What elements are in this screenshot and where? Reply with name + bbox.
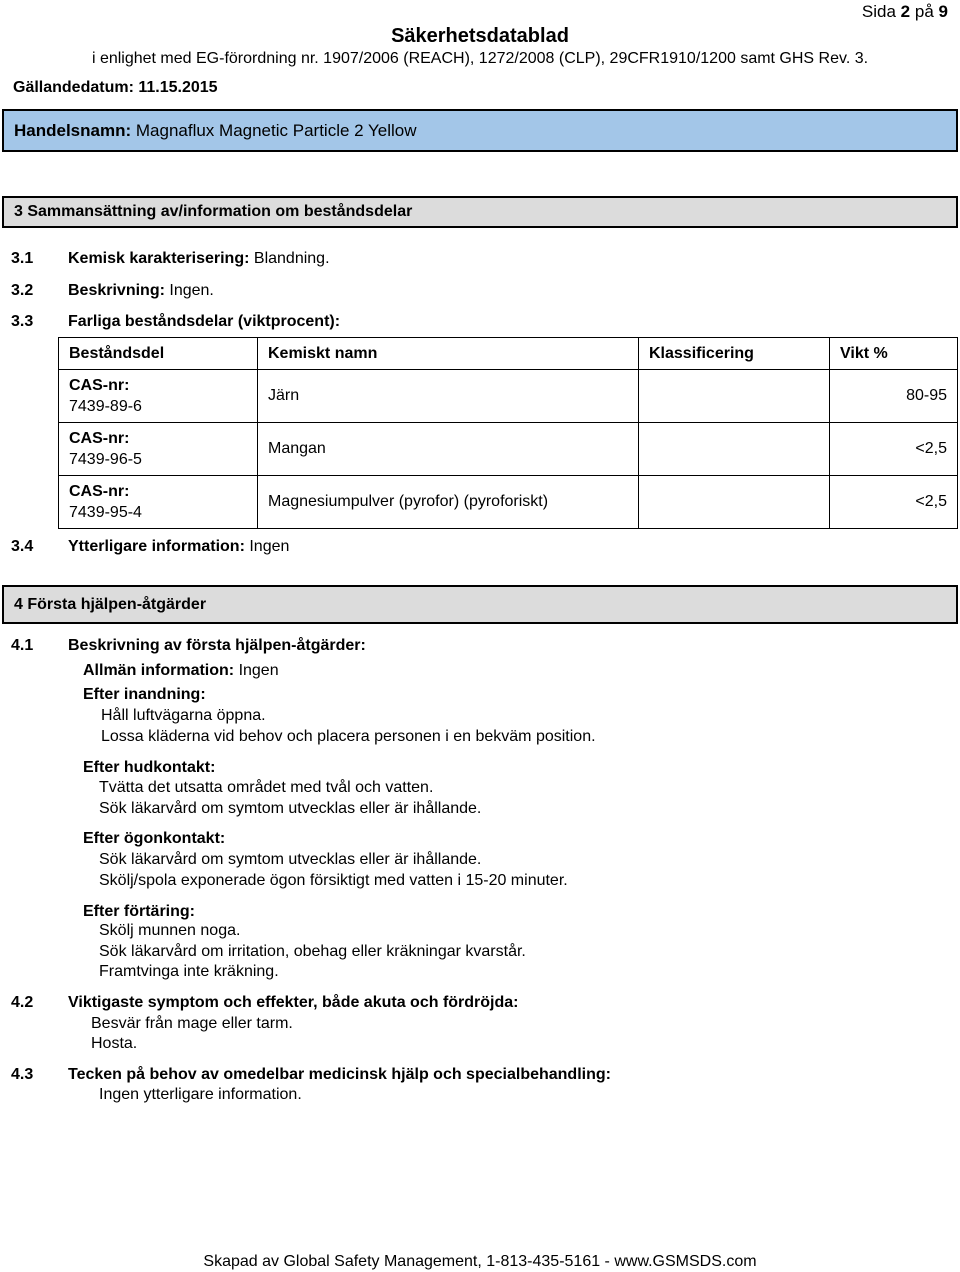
chemical-name-cell: Magnesiumpulver (pyrofor) (pyroforiskt) <box>258 476 639 529</box>
regulation-line: i enlighet med EG-förordning nr. 1907/2006 (REACH), 1272/2008 (CLP), 29CFR1910/1200 samt GHS Rev. 3. <box>91 50 869 67</box>
table-row <box>59 476 958 529</box>
col-header-component: Beståndsdel <box>59 338 258 370</box>
subsection-3-2: 3.2 Beskrivning: Ingen. <box>11 282 214 299</box>
treatment-line: Ingen ytterligare information. <box>99 1086 302 1103</box>
skin-contact-line: Sök läkarvård om symtom utvecklas eller är ihållande. <box>99 800 482 817</box>
trade-name-label: Handelsnamn: <box>14 120 132 140</box>
inhalation-label: Efter inandning: <box>83 686 206 703</box>
inhalation-line: Lossa kläderna vid behov och placera personen i en bekväm position. <box>101 728 596 745</box>
general-info: Allmän information: Ingen <box>83 662 279 679</box>
weight-cell: <2,5 <box>830 423 958 476</box>
subsection-4-3: 4.3 Tecken på behov av omedelbar medicinsk hjälp och specialbehandling: <box>11 1066 611 1083</box>
weight-cell: 80-95 <box>830 370 958 423</box>
ingestion-line: Sök läkarvård om irritation, obehag eller kräkningar kvarstår. <box>99 943 526 960</box>
symptom-line: Hosta. <box>91 1035 138 1052</box>
skin-contact-line: Tvätta det utsatta området med tvål och vatten. <box>99 779 434 796</box>
table-row <box>59 423 958 476</box>
cas-cell: CAS-nr: 7439-89-6 <box>59 370 258 423</box>
classification-cell <box>639 370 830 423</box>
subsection-4-2: 4.2 Viktigaste symptom och effekter, både akuta och fördröjda: <box>11 994 519 1011</box>
skin-contact-label: Efter hudkontakt: <box>83 759 216 776</box>
inhalation-line: Håll luftvägarna öppna. <box>101 707 266 724</box>
section-4-header: 4 Första hjälpen-åtgärder <box>2 585 958 624</box>
document-title: Säkerhetsdatablad <box>391 25 569 47</box>
classification-cell <box>639 423 830 476</box>
col-header-chemical-name: Kemiskt namn <box>258 338 639 370</box>
subsection-3-1: 3.1 Kemisk karakterisering: Blandning. <box>11 250 330 267</box>
ingestion-line: Skölj munnen noga. <box>99 922 241 939</box>
classification-cell <box>639 476 830 529</box>
chemical-name-cell: Mangan <box>258 423 639 476</box>
trade-name-value: Magnaflux Magnetic Particle 2 Yellow <box>135 120 417 140</box>
eye-contact-label: Efter ögonkontakt: <box>83 830 226 847</box>
subsection-4-1: 4.1 Beskrivning av första hjälpen-åtgärder: <box>11 637 366 654</box>
table-row <box>59 370 958 423</box>
subsection-3-3: 3.3 Farliga beståndsdelar (viktprocent): <box>11 313 341 330</box>
ingestion-line: Framtvinga inte kräkning. <box>99 963 279 980</box>
effective-date: Gällandedatum: 11.15.2015 <box>13 79 218 96</box>
col-header-weight: Vikt % <box>830 338 958 370</box>
ingredients-table <box>58 337 958 529</box>
footer: Skapad av Global Safety Management, 1-813-435-5161 - www.GSMSDS.com <box>203 1253 757 1270</box>
col-header-classification: Klassificering <box>639 338 830 370</box>
ingestion-label: Efter förtäring: <box>83 903 195 920</box>
chemical-name-cell: Järn <box>258 370 639 423</box>
section-3-header: 3 Sammansättning av/information om beståndsdelar <box>2 196 958 228</box>
table-header-row <box>59 338 958 370</box>
cas-cell: CAS-nr: 7439-96-5 <box>59 423 258 476</box>
eye-contact-line: Sök läkarvård om symtom utvecklas eller är ihållande. <box>99 851 482 868</box>
eye-contact-line: Skölj/spola exponerade ögon försiktigt med vatten i 15-20 minuter. <box>99 872 568 889</box>
trade-name-bar <box>2 109 958 152</box>
weight-cell: <2,5 <box>830 476 958 529</box>
symptom-line: Besvär från mage eller tarm. <box>91 1015 293 1032</box>
cas-cell: CAS-nr: 7439-95-4 <box>59 476 258 529</box>
page-number: Sida 2 på 9 <box>861 2 948 21</box>
subsection-3-4: 3.4 Ytterligare information: Ingen <box>11 538 290 555</box>
